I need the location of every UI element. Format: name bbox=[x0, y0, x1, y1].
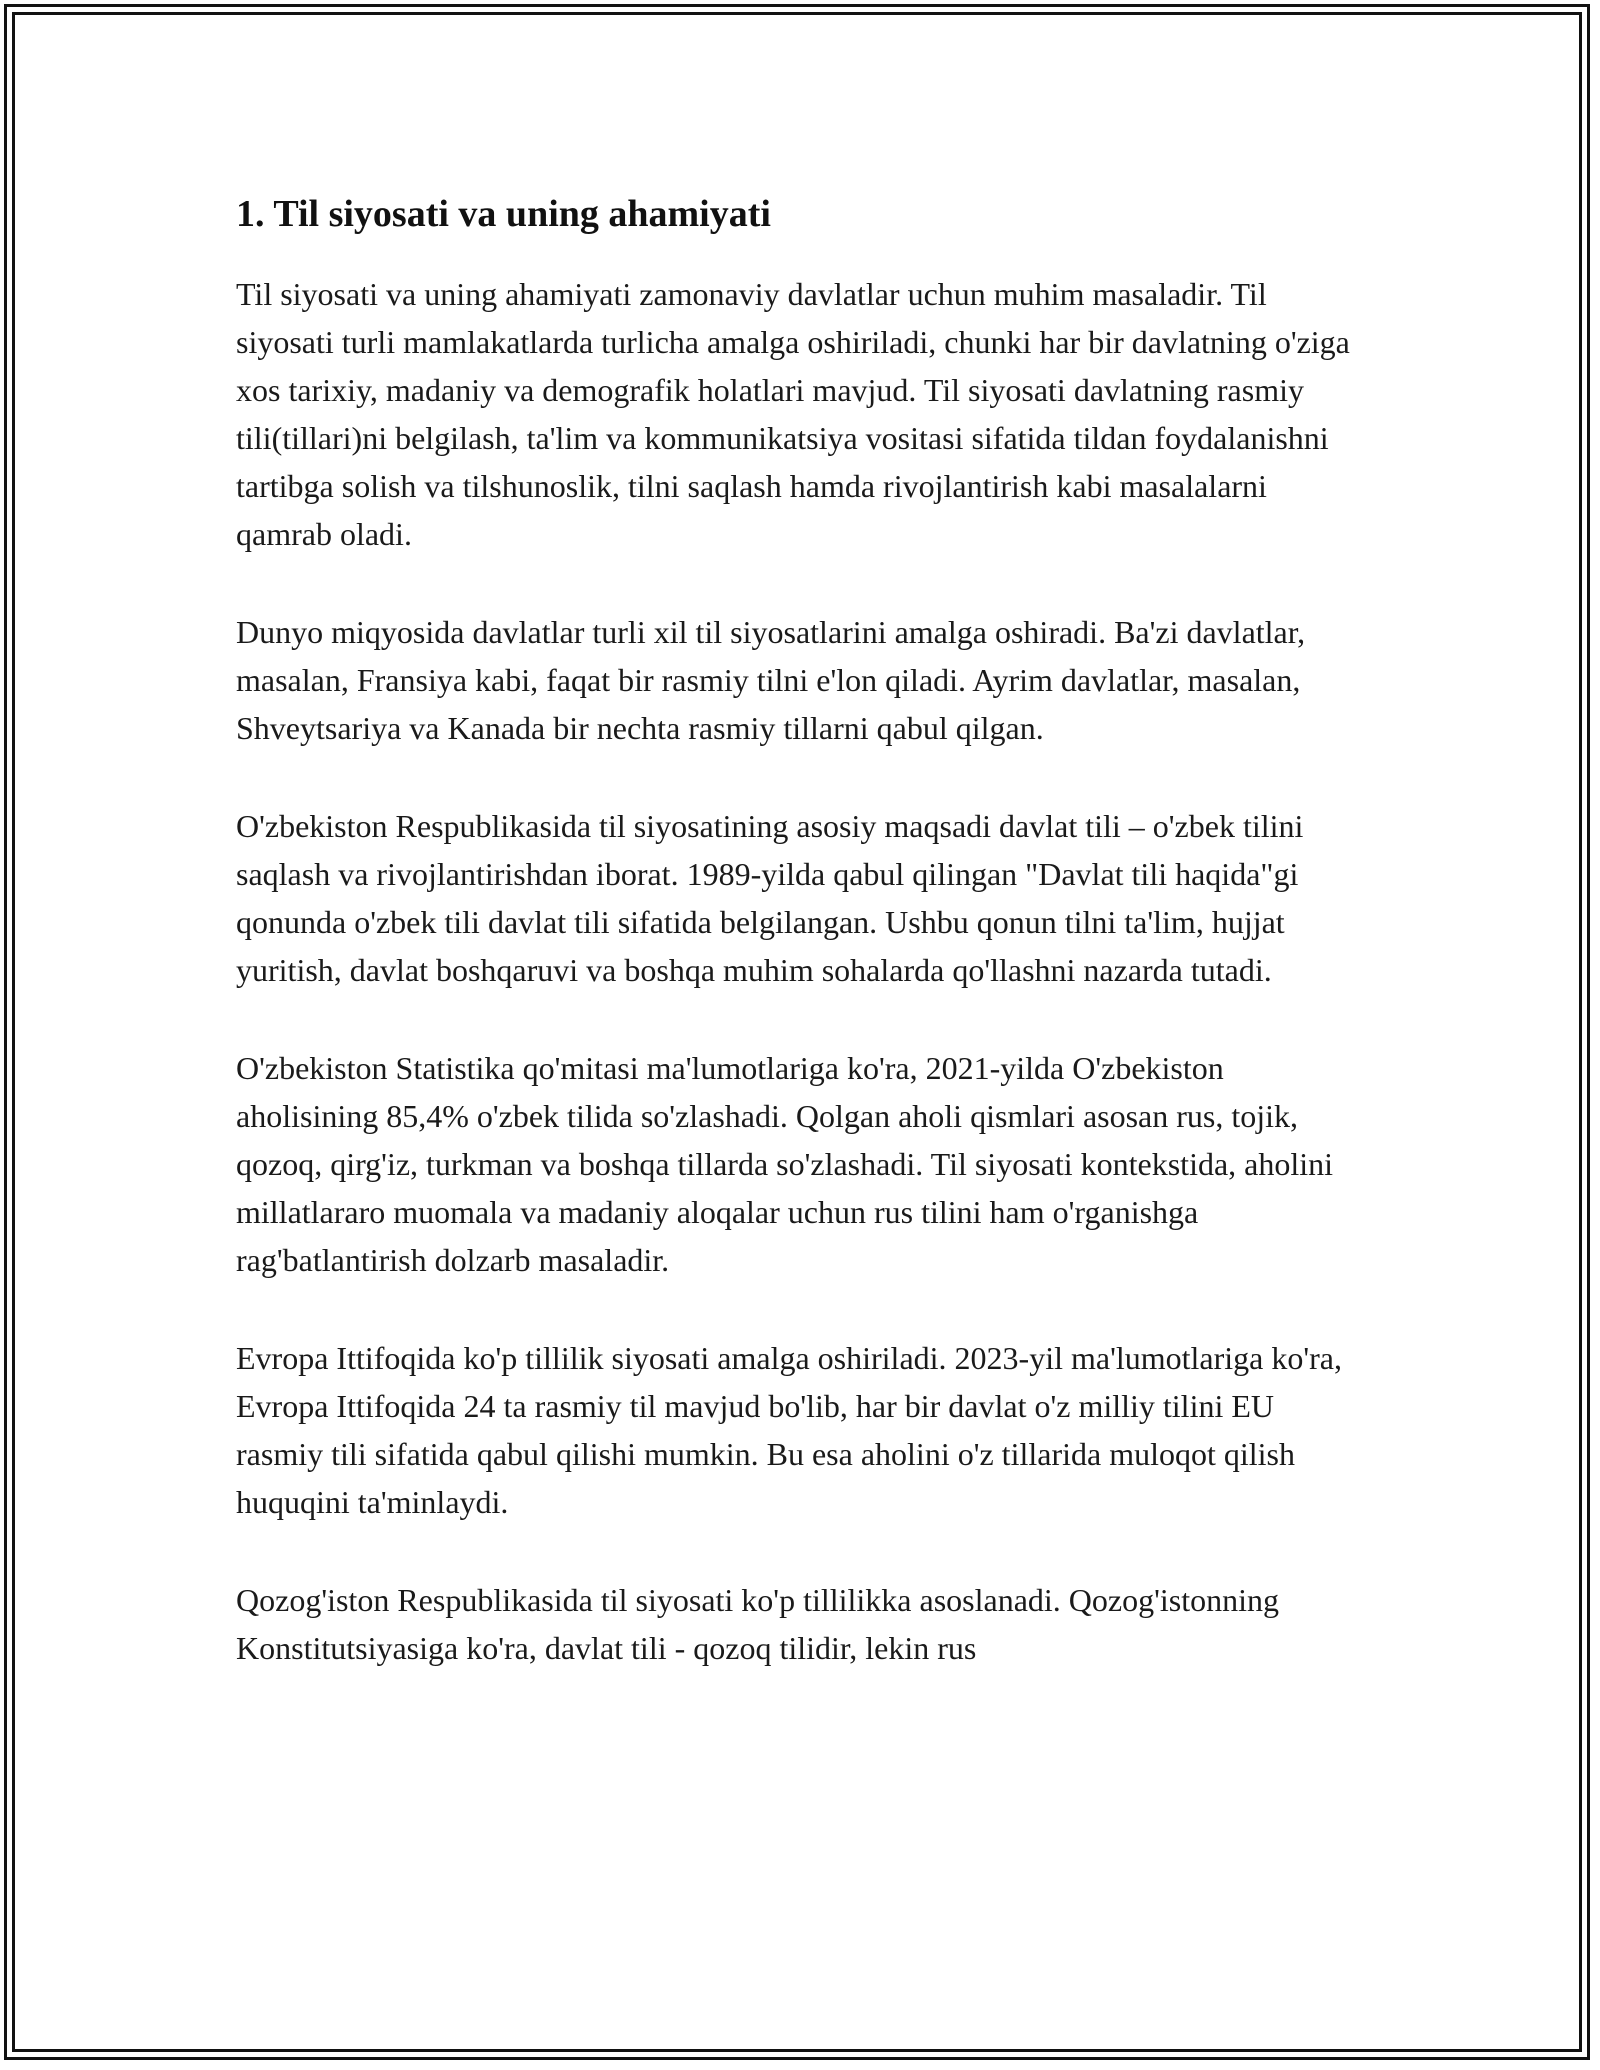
section-heading: 1. Til siyosati va uning ahamiyati bbox=[236, 193, 771, 235]
paragraph-5: Evropa Ittifoqida ko'p tillilik siyosati amalga oshiriladi. 2023-yil ma'lumotlariga ko'ra, Evropa Ittifoqida 24 ta rasmiy til mavjud bo'lib, har bir davlat o'z milliy tilini EU rasmiy tili sifatida qabul qilishi mumkin. Bu esa aholini o'z tillarida muloqot qilish huquqini ta'minlaydi. bbox=[236, 1340, 1342, 1520]
paragraph-3: O'zbekiston Respublikasida til siyosatining asosiy maqsadi davlat tili – o'zbek tilini saqlash va rivojlantirishdan iborat. 1989-yilda qabul qilingan "Davlat tili haqida"gi qonunda o'zbek tili davlat tili sifatida belgilangan. Ushbu qonun tilni ta'lim, hujjat yuritish, davlat boshqaruvi va boshqa muhim sohalarda qo'llashni nazarda tutadi. bbox=[236, 808, 1304, 988]
document-body bbox=[236, 186, 1366, 1722]
paragraph-6: Qozog'iston Respublikasida til siyosati ko'p tillilikka asoslanadi. Qozog'istonning Konstitutsiyasiga ko'ra, davlat tili - qozoq tilidir, lekin rus bbox=[236, 1582, 1279, 1666]
paragraph-2: Dunyo miqyosida davlatlar turli xil til siyosatlarini amalga oshiradi. Ba'zi davlatlar, masalan, Fransiya kabi, faqat bir rasmiy tilni e'lon qiladi. Ayrim davlatlar, masalan, Shveytsariya va Kanada bir nechta rasmiy tillarni qabul qilgan. bbox=[236, 614, 1306, 746]
paragraph-4: O'zbekiston Statistika qo'mitasi ma'lumotlariga ko'ra, 2021-yilda O'zbekiston aholisining 85,4% o'zbek tilida so'zlashadi. Qolgan aholi qismlari asosan rus, tojik, qozoq, qirg'iz, turkman va boshqa tillarda so'zlashadi. Til siyosati kontekstida, aholini millatlararo muomala va madaniy aloqalar uchun rus tilini ham o'rganishga rag'batlantirish dolzarb masaladir. bbox=[236, 1050, 1334, 1278]
paragraph-1: Til siyosati va uning ahamiyati zamonaviy davlatlar uchun muhim masaladir. Til siyosati turli mamlakatlarda turlicha amalga oshiriladi, chunki har bir davlatning o'ziga xos tarixiy, madaniy va demografik holatlari mavjud. Til siyosati davlatning rasmiy tili(tillari)ni belgilash, ta'lim va kommunikatsiya vositasi sifatida tildan foydalanishni tartibga solish va tilshunoslik, tilni saqlash hamda rivojlantirish kabi masalalarni qamrab oladi. bbox=[236, 276, 1350, 552]
